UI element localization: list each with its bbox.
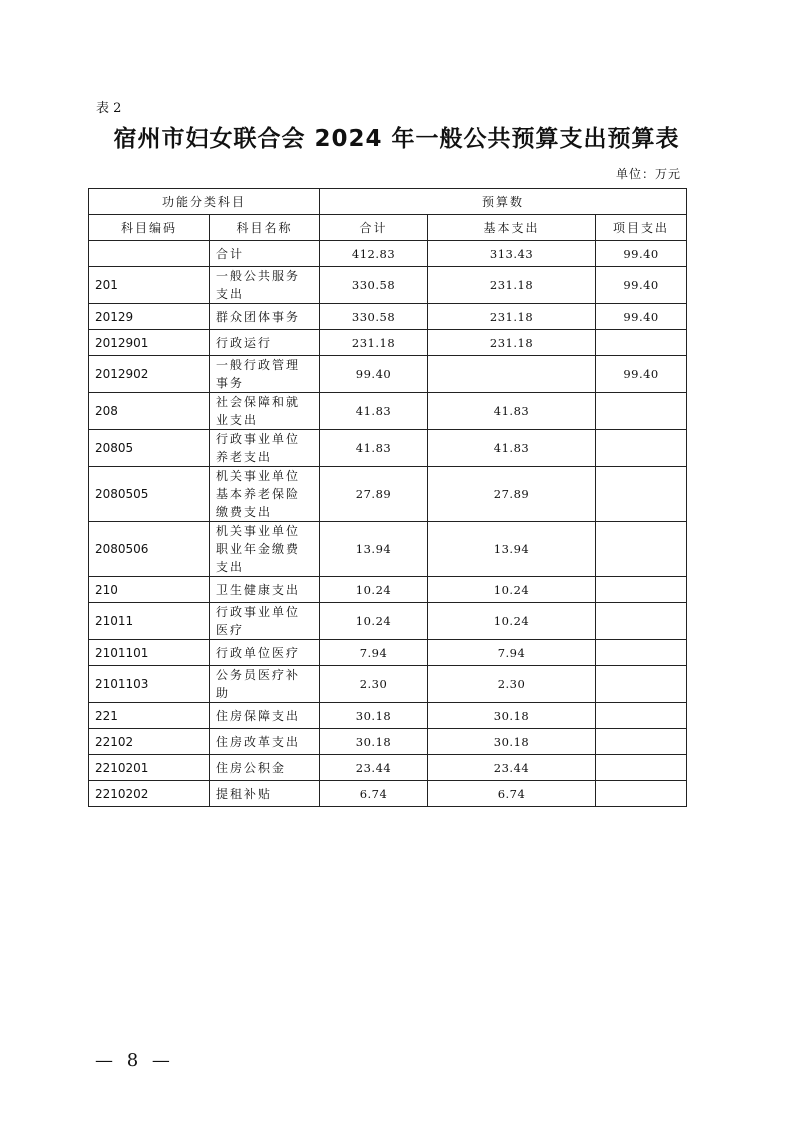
row-code: 208 <box>89 393 210 430</box>
row-total: 23.44 <box>320 755 428 781</box>
row-project: 99.40 <box>596 241 687 267</box>
row-basic: 231.18 <box>428 330 596 356</box>
row-total: 330.58 <box>320 304 428 330</box>
header-classification: 功能分类科目 <box>89 189 320 215</box>
row-name: 机关事业单位职业年金缴费支出 <box>210 522 320 577</box>
table-row <box>89 577 687 603</box>
row-project <box>596 393 687 430</box>
row-basic: 41.83 <box>428 393 596 430</box>
table-row <box>89 467 687 522</box>
table-row <box>89 603 687 640</box>
row-name: 合计 <box>210 241 320 267</box>
row-basic <box>428 356 596 393</box>
unit-label: 单位：万元 <box>615 167 681 181</box>
row-code: 22102 <box>89 729 210 755</box>
table-row <box>89 640 687 666</box>
row-code: 2012902 <box>89 356 210 393</box>
header-basic: 基本支出 <box>428 215 596 241</box>
row-project <box>596 781 687 807</box>
document-title: 宿州市妇女联合会 2024 年一般公共预算支出预算表 <box>113 126 680 152</box>
row-name: 住房公积金 <box>210 755 320 781</box>
header-budget: 预算数 <box>320 189 687 215</box>
row-basic: 30.18 <box>428 703 596 729</box>
row-total: 6.74 <box>320 781 428 807</box>
row-name: 提租补贴 <box>210 781 320 807</box>
row-total: 7.94 <box>320 640 428 666</box>
row-name: 住房保障支出 <box>210 703 320 729</box>
table-row <box>89 666 687 703</box>
row-basic: 7.94 <box>428 640 596 666</box>
column-header-row <box>89 215 687 241</box>
table-row <box>89 781 687 807</box>
row-basic: 6.74 <box>428 781 596 807</box>
row-project <box>596 755 687 781</box>
row-total: 41.83 <box>320 393 428 430</box>
row-code: 2080505 <box>89 467 210 522</box>
row-name: 卫生健康支出 <box>210 577 320 603</box>
row-name: 一般公共服务支出 <box>210 267 320 304</box>
row-basic: 30.18 <box>428 729 596 755</box>
row-total: 10.24 <box>320 577 428 603</box>
table-row <box>89 241 687 267</box>
row-name: 住房改革支出 <box>210 729 320 755</box>
table-row <box>89 356 687 393</box>
row-code: 20805 <box>89 430 210 467</box>
row-basic: 231.18 <box>428 304 596 330</box>
header-project: 项目支出 <box>596 215 687 241</box>
row-project <box>596 703 687 729</box>
row-code: 201 <box>89 267 210 304</box>
row-name: 行政事业单位医疗 <box>210 603 320 640</box>
row-project <box>596 330 687 356</box>
table-row <box>89 393 687 430</box>
row-code: 21011 <box>89 603 210 640</box>
header-code: 科目编码 <box>89 215 210 241</box>
table-row <box>89 267 687 304</box>
row-project <box>596 467 687 522</box>
row-project <box>596 640 687 666</box>
row-code: 2210201 <box>89 755 210 781</box>
row-project: 99.40 <box>596 304 687 330</box>
row-code: 221 <box>89 703 210 729</box>
row-code: 2101101 <box>89 640 210 666</box>
table-row <box>89 330 687 356</box>
row-total: 330.58 <box>320 267 428 304</box>
row-project <box>596 603 687 640</box>
row-total: 10.24 <box>320 603 428 640</box>
row-code: 20129 <box>89 304 210 330</box>
row-total: 30.18 <box>320 703 428 729</box>
row-name: 行政事业单位养老支出 <box>210 430 320 467</box>
row-code: 2080506 <box>89 522 210 577</box>
table-row <box>89 304 687 330</box>
row-code: 2012901 <box>89 330 210 356</box>
row-name: 社会保障和就业支出 <box>210 393 320 430</box>
row-name: 公务员医疗补助 <box>210 666 320 703</box>
row-project <box>596 522 687 577</box>
row-project <box>596 430 687 467</box>
row-basic: 41.83 <box>428 430 596 467</box>
table-row <box>89 430 687 467</box>
row-name: 行政运行 <box>210 330 320 356</box>
row-total: 99.40 <box>320 356 428 393</box>
row-code: 2210202 <box>89 781 210 807</box>
row-total: 13.94 <box>320 522 428 577</box>
row-total: 41.83 <box>320 430 428 467</box>
table-row <box>89 755 687 781</box>
row-basic: 2.30 <box>428 666 596 703</box>
row-project <box>596 729 687 755</box>
row-name: 机关事业单位基本养老保险缴费支出 <box>210 467 320 522</box>
row-name: 一般行政管理事务 <box>210 356 320 393</box>
row-project: 99.40 <box>596 356 687 393</box>
row-basic: 27.89 <box>428 467 596 522</box>
row-code: 2101103 <box>89 666 210 703</box>
row-total: 2.30 <box>320 666 428 703</box>
row-code: 210 <box>89 577 210 603</box>
row-project: 99.40 <box>596 267 687 304</box>
row-name: 行政单位医疗 <box>210 640 320 666</box>
row-basic: 23.44 <box>428 755 596 781</box>
page-number: — 8 — <box>95 1050 174 1071</box>
row-total: 30.18 <box>320 729 428 755</box>
row-total: 27.89 <box>320 467 428 522</box>
row-basic: 13.94 <box>428 522 596 577</box>
group-header-row <box>89 189 687 215</box>
row-basic: 10.24 <box>428 577 596 603</box>
header-name: 科目名称 <box>210 215 320 241</box>
row-project <box>596 666 687 703</box>
row-project <box>596 577 687 603</box>
row-name: 群众团体事务 <box>210 304 320 330</box>
header-total: 合计 <box>320 215 428 241</box>
row-basic: 10.24 <box>428 603 596 640</box>
row-basic: 231.18 <box>428 267 596 304</box>
row-total: 231.18 <box>320 330 428 356</box>
table-row <box>89 522 687 577</box>
table-label: 表 2 <box>96 101 122 116</box>
row-code <box>89 241 210 267</box>
row-basic: 313.43 <box>428 241 596 267</box>
row-total: 412.83 <box>320 241 428 267</box>
table-row <box>89 703 687 729</box>
budget-table <box>88 188 687 807</box>
table-row <box>89 729 687 755</box>
